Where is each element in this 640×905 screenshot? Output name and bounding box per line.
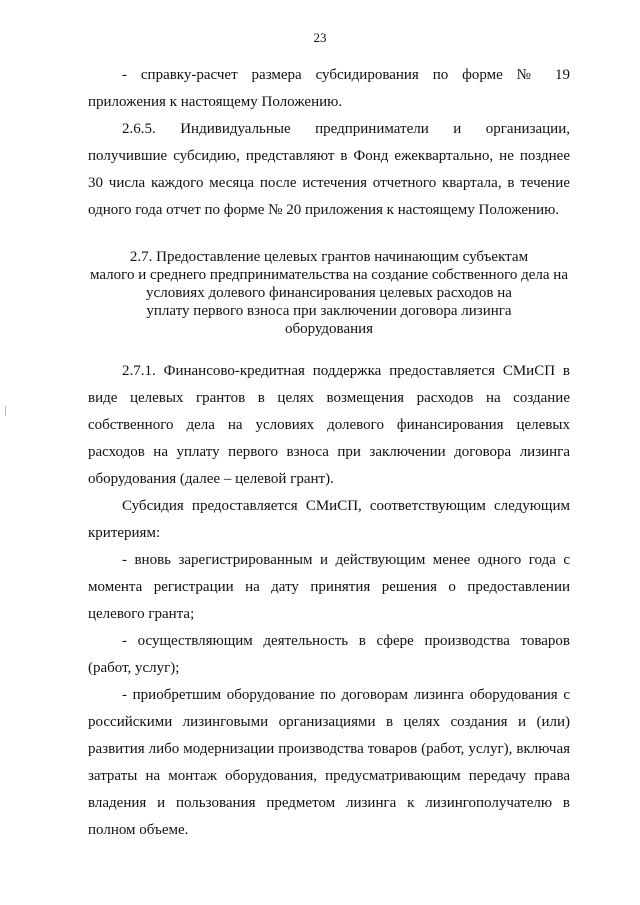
heading-line: малого и среднего предпринимательства на создание собственного дела на	[90, 267, 568, 283]
paragraph-subsidy-calculation: - справку-расчет размера субсидирования по форме № 19 приложения к настоящему Положению.	[88, 67, 570, 110]
heading-line: оборудования	[284, 321, 374, 337]
paragraph-2-6-5: 2.6.5. Индивидуальные предприниматели и организации, получившие субсидию, представляют в Фонд ежеквартально, не позднее 30 числа каждого месяца после истечения отчетного квартала, в течение одного года отчет по форме № 20 приложения к настоящему Положению.	[88, 121, 570, 218]
paragraph-2-7-1: 2.7.1. Финансово-кредитная поддержка предоставляется СМиСП в виде целевых грантов в целях возмещения расходов на создание собственного дела на условиях долевого финансирования целевых расходов на уплату первого взноса при заключении договора лизинга оборудования (далее – целевой грант).	[88, 363, 570, 487]
scan-margin-mark	[5, 406, 6, 416]
section-heading-2-7	[88, 248, 570, 338]
criterion-production: - осуществляющим деятельность в сфере производства товаров (работ, услуг);	[88, 633, 570, 676]
heading-line: уплату первого взноса при заключении договора лизинга	[146, 303, 512, 319]
text-block-2-7-1	[88, 358, 570, 844]
heading-line: 2.7. Предоставление целевых грантов начинающим субъектам	[129, 249, 529, 265]
criterion-leasing-equipment: - приобретшим оборудование по договорам лизинга оборудования с российскими лизинговыми организациями в целях создания и (или) развития либо модернизации производства товаров (работ, услуг), включая затраты на монтаж оборудования, предусматривающим передачу права владения и пользования предметом лизинга к лизингополучателю в полном объеме.	[88, 687, 570, 838]
text-block-intro	[88, 62, 570, 224]
paragraph-criteria-intro: Субсидия предоставляется СМиСП, соответствующим следующим критериям:	[88, 498, 570, 541]
page-number: 23	[313, 30, 327, 45]
criterion-newly-registered: - вновь зарегистрированным и действующим менее одного года с момента регистрации на дату принятия решения о предоставлении целевого гранта;	[88, 552, 570, 622]
heading-line: условиях долевого финансирования целевых расходов на	[146, 285, 512, 301]
